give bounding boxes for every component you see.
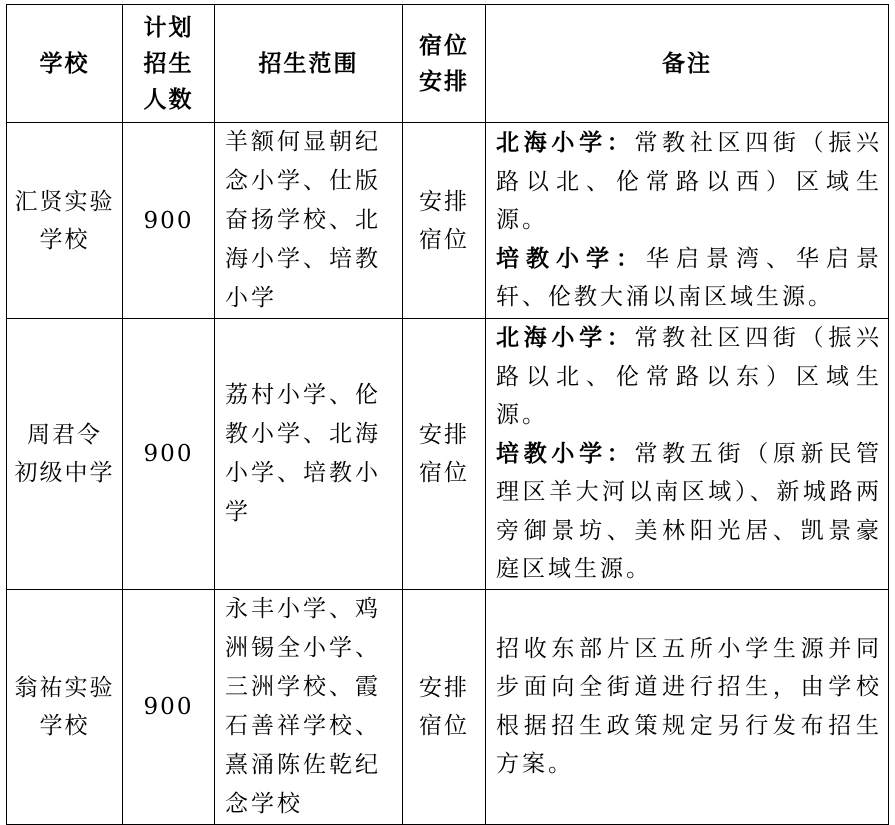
plan-count: 900 [123,319,215,590]
dorm-arrangement: 安排 宿位 [403,123,486,319]
school-name: 周君令 初级中学 [7,319,123,590]
remark-item: 北海小学：常教社区四街（振兴路以北、伦常路以西）区域生源。 [496,129,883,234]
header-plan: 计划 招生 人数 [123,5,215,123]
header-school: 学校 [7,5,123,123]
school-name: 翁祐实验 学校 [7,589,123,824]
enrollment-scope: 荔村小学、伦教小学、北海小学、培教小学 [215,319,403,590]
table-row [7,123,889,319]
enrollment-scope: 羊额何显朝纪念小学、仕版奋扬学校、北海小学、培教小学 [215,123,403,319]
remarks: 招收东部片区五所小学生源并同步面向全街道进行招生，由学校根据招生政策规定另行发布招生方案。 [486,589,889,824]
enrollment-table [6,4,889,825]
dorm-arrangement: 安排 宿位 [403,319,486,590]
enrollment-scope: 永丰小学、鸡洲锡全小学、三洲学校、霞石善祥学校、熹涌陈佐乾纪念学校 [215,589,403,824]
header-dorm: 宿位 安排 [403,5,486,123]
remarks [486,123,889,319]
remark-item: 北海小学：常教社区四街（振兴路以北、伦常路以东）区域生源。 [496,324,883,428]
school-name: 汇贤实验 学校 [7,123,123,319]
header-row [7,5,889,123]
remarks [486,319,889,590]
plan-count: 900 [123,589,215,824]
remark-item: 培教小学：常教五街（原新民管理区羊大河以南区域）、新城路两旁御景坊、美林阳光居、凯景豪庭区域生源。 [496,439,883,582]
table-row [7,589,889,824]
plan-count: 900 [123,123,215,319]
dorm-arrangement: 安排 宿位 [403,589,486,824]
header-note: 备注 [486,5,889,123]
remark-item: 培教小学：华启景湾、华启景轩、伦教大涌以南区域生源。 [496,244,882,311]
table-row [7,319,889,590]
header-scope: 招生范围 [215,5,403,123]
